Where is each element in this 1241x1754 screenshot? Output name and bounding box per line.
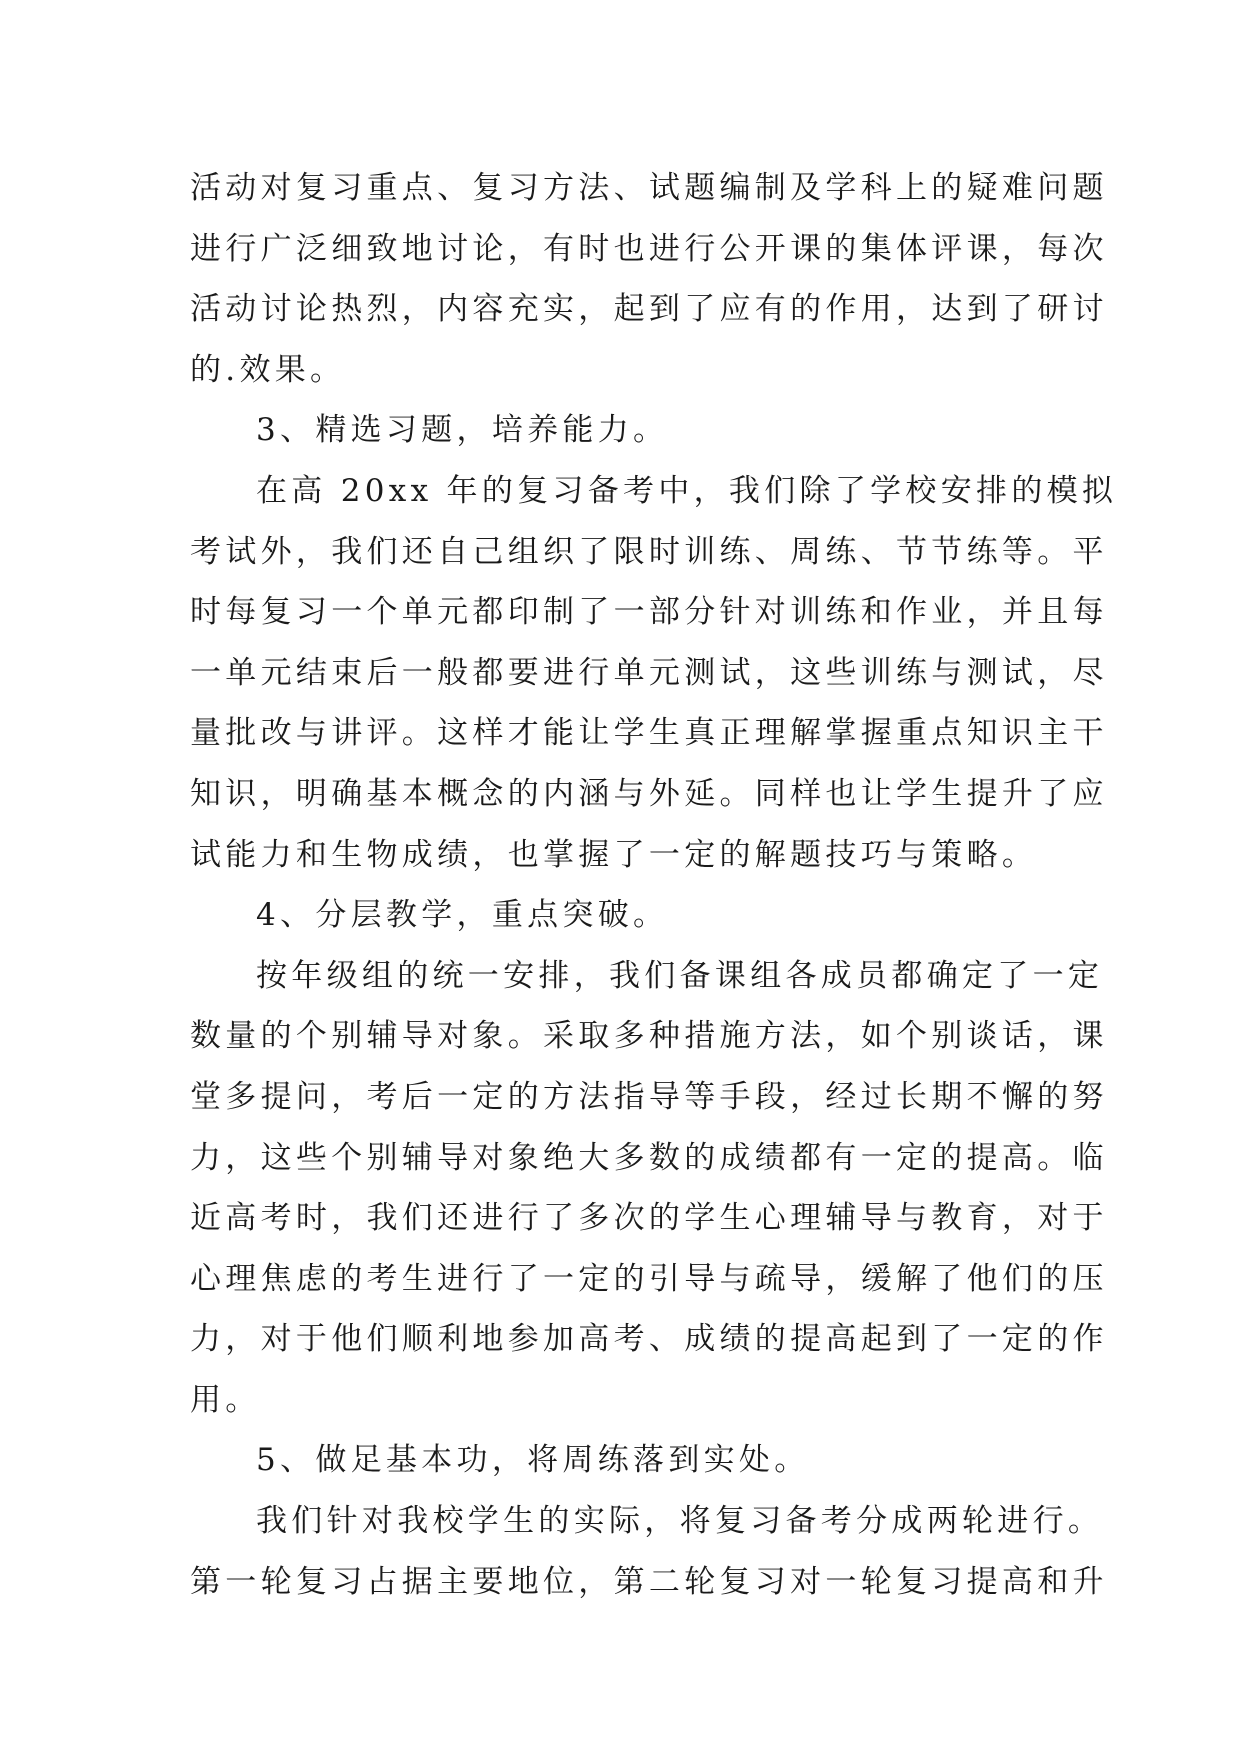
text-line: 知识，明确基本概念的内涵与外延。同样也让学生提升了应 — [190, 775, 1108, 812]
text-line: 力，对于他们顺利地参加高考、成绩的提高起到了一定的作 — [190, 1321, 1108, 1358]
text-line: 一单元结束后一般都要进行单元测试，这些训练与测试，尽 — [190, 654, 1108, 691]
text-line: 力，这些个别辅导对象绝大多数的成绩都有一定的提高。临 — [190, 1139, 1108, 1176]
text-line: 考试外，我们还自己组织了限时训练、周练、节节练等。平 — [190, 533, 1108, 570]
text-line: 第一轮复习占据主要地位，第二轮复习对一轮复习提高和升 — [190, 1563, 1108, 1600]
text-line: 我们针对我校学生的实际，将复习备考分成两轮进行。 — [256, 1503, 1104, 1540]
text-line: 进行广泛细致地讨论，有时也进行公开课的集体评课，每次 — [190, 230, 1108, 267]
text-line: 数量的个别辅导对象。采取多种措施方法，如个别谈话，课 — [190, 1018, 1108, 1055]
text-line: 用。 — [190, 1381, 261, 1418]
text-line: 试能力和生物成绩，也掌握了一定的解题技巧与策略。 — [190, 836, 1038, 873]
text-line: 按年级组的统一安排，我们备课组各成员都确定了一定 — [256, 957, 1104, 994]
text-line: 在高 20xx 年的复习备考中，我们除了学校安排的模拟 — [256, 472, 1118, 509]
text-line: 量批改与讲评。这样才能让学生真正理解掌握重点知识主干 — [190, 715, 1108, 752]
section-heading-4: 4、分层教学，重点突破。 — [256, 897, 669, 934]
text-line: 堂多提问，考后一定的方法指导等手段，经过长期不懈的努 — [190, 1078, 1108, 1115]
text-line: 时每复习一个单元都印制了一部分针对训练和作业，并且每 — [190, 594, 1108, 631]
text-line: 心理焦虑的考生进行了一定的引导与疏导，缓解了他们的压 — [190, 1260, 1108, 1297]
section-heading-5: 5、做足基本功，将周练落到实处。 — [256, 1442, 810, 1479]
text-line: 活动讨论热烈，内容充实，起到了应有的作用，达到了研讨 — [190, 291, 1108, 328]
section-heading-3: 3、精选习题，培养能力。 — [256, 412, 669, 449]
text-line: 近高考时，我们还进行了多次的学生心理辅导与教育，对于 — [190, 1200, 1108, 1237]
text-line: 的.效果。 — [190, 351, 346, 388]
text-line: 活动对复习重点、复习方法、试题编制及学科上的疑难问题 — [190, 170, 1108, 206]
document-body — [190, 158, 1118, 1612]
